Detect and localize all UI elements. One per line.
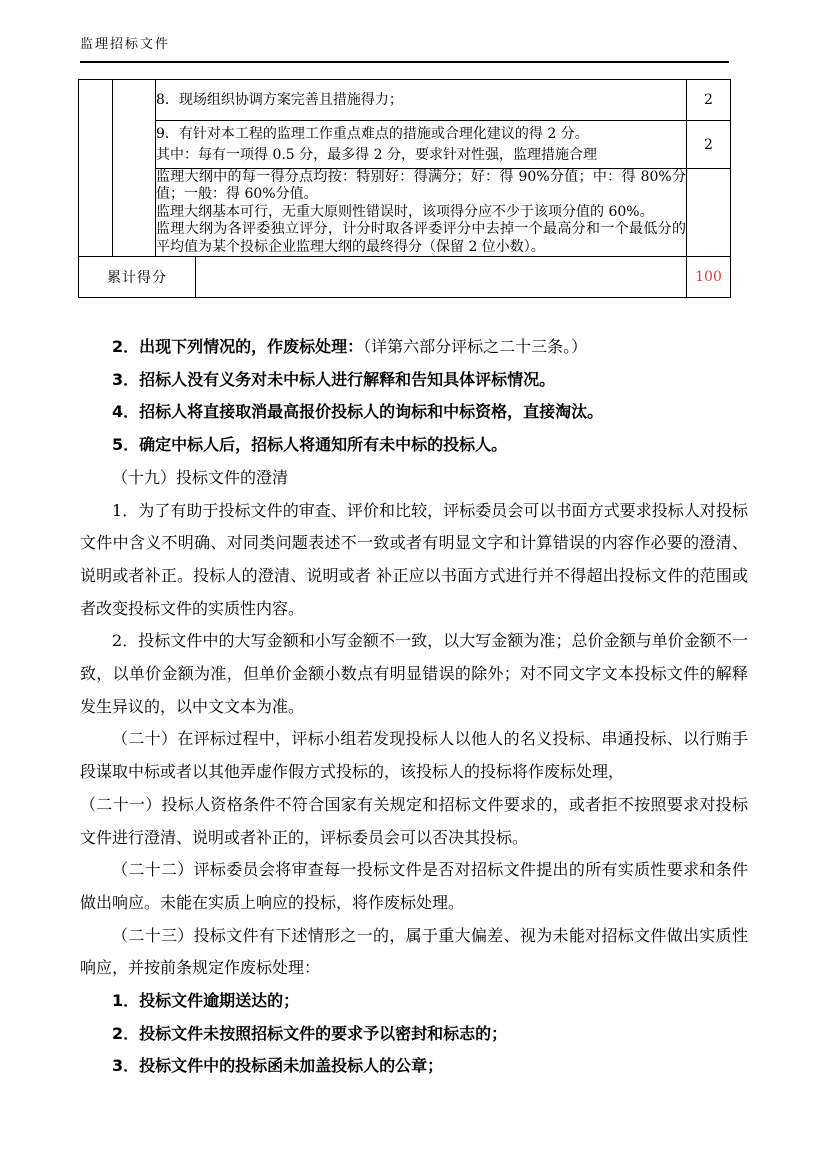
criterion-cell bbox=[156, 169, 687, 257]
bold-item-5: 5．确定中标人后，招标人将通知所有未中标的投标人。 bbox=[112, 435, 508, 455]
bold-bottom-item-3: 3．投标文件中的投标函未加盖投标人的公章； bbox=[112, 1056, 444, 1076]
bold-item-2-note: （详第六部分评标之二十三条。） bbox=[363, 337, 588, 356]
criterion-cell bbox=[156, 121, 687, 169]
outline-rule-line3: 监理大纲为各评委独立评分，计分时取各评委评分中去掉一个最高分和一个最低分的平均值为某个投标企业监理大纲的最终得分（保留 2 位小数）。 bbox=[156, 221, 686, 255]
paragraph-21: （二十一）投标人资格条件不符合国家有关规定和招标文件要求的，或者拒不按照要求对投标文件进行澄清、说明或者补正的，评标委员会可以否决其投标。 bbox=[80, 794, 748, 847]
criterion-text-line1: 9．有针对本工程的监理工作重点难点的措施或合理化建议的得 2 分。 bbox=[156, 125, 589, 142]
scoring-table bbox=[78, 79, 731, 298]
table-row-item8 bbox=[79, 80, 731, 121]
criterion-cell bbox=[156, 80, 687, 121]
empty-category-cell-1 bbox=[79, 80, 113, 257]
section-19-title: （十九）投标文件的澄清 bbox=[112, 467, 289, 487]
document-body bbox=[80, 331, 748, 1083]
paragraph-19-1: 1．为了有助于投标文件的审查、评价和比较，评标委员会可以书面方式要求投标人对投标文件中含义不明确、对同类问题表述不一致或者有明显文字和计算错误的内容作必要的澄清、说明或者补正。投标人的澄清、说明或者 补正应以书面方式进行并不得超出投标文件的范围或者改变投标文件的实质性内容。 bbox=[80, 500, 748, 618]
bold-item-3: 3．招标人没有义务对未中标人进行解释和告知具体评标情况。 bbox=[112, 369, 556, 389]
score-cell: 2 bbox=[687, 80, 731, 121]
table-row-outline-rules bbox=[79, 169, 731, 257]
bold-bottom-item-2: 2．投标文件未按照招标文件的要求予以密封和标志的； bbox=[112, 1023, 508, 1043]
empty-category-cell-2 bbox=[113, 80, 156, 257]
bold-bottom-item-1: 1．投标文件逾期送达的； bbox=[112, 991, 300, 1011]
criterion-text: 8．现场组织协调方案完善且措施得力； bbox=[156, 91, 403, 108]
paragraph-22: （二十二）评标委员会将审查每一投标文件是否对招标文件提出的所有实质性要求和条件做出响应。未能在实质上响应的投标，将作废标处理。 bbox=[80, 860, 748, 912]
score-cell-empty bbox=[687, 169, 731, 257]
table-row-total bbox=[79, 257, 731, 298]
paragraph-19-2: 2．投标文件中的大写金额和小写金额不一致，以大写金额为准；总价金额与单价金额不一致，以单价金额为准，但单价金额小数点有明显错误的除外；对不同文字文本投标文件的解释发生异议的，以中文文本为准。 bbox=[80, 631, 748, 716]
table-row-item9 bbox=[79, 121, 731, 169]
score-cell: 2 bbox=[687, 121, 731, 169]
bold-item-2 bbox=[80, 331, 748, 364]
total-empty-cell bbox=[196, 257, 687, 298]
bold-item-2-text: 2．出现下列情况的，作废标处理： bbox=[112, 337, 364, 356]
page-header bbox=[80, 36, 729, 63]
bold-item-4: 4．招标人将直接取消最高报价投标人的询标和中标资格，直接淘汰。 bbox=[112, 402, 604, 422]
header-title: 监理招标文件 bbox=[80, 37, 171, 52]
outline-rule-line1: 监理大纲中的每一得分点均按：特别好：得满分；好：得 90%分值；中：得 80%分值；一般：得 60%分值。 bbox=[156, 169, 686, 203]
outline-rule-line2: 监理大纲基本可行，无重大原则性错误时，该项得分应不少于该项分值的 60%。 bbox=[156, 203, 654, 220]
total-score-value: 100 bbox=[687, 257, 731, 298]
paragraph-23: （二十三）投标文件有下述情形之一的，属于重大偏差、视为未能对招标文件做出实质性响应，并按前条规定作废标处理： bbox=[80, 925, 748, 978]
criterion-text-line2: 其中：每有一项得 0.5 分，最多得 2 分，要求针对性强，监理措施合理 bbox=[156, 146, 597, 163]
total-label: 累计得分 bbox=[79, 257, 196, 298]
paragraph-20: （二十）在评标过程中，评标小组若发现投标人以他人的名义投标、串通投标、以行贿手段谋取中标或者以其他弄虚作假方式投标的，该投标人的投标将作废标处理， bbox=[80, 729, 748, 782]
